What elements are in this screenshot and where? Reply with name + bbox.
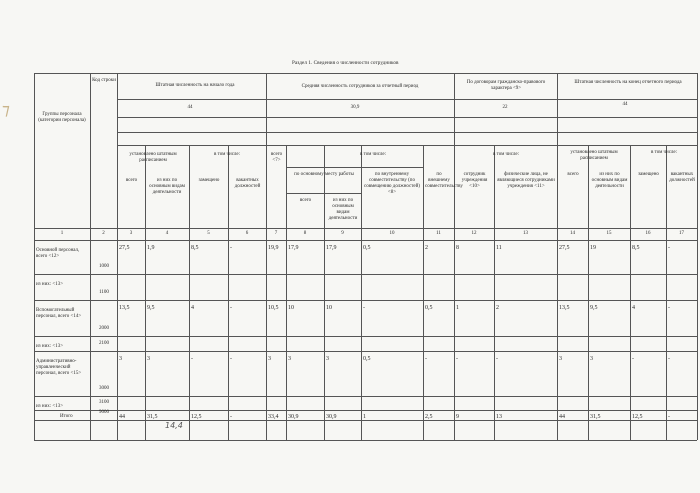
row-value: 4 bbox=[632, 305, 635, 311]
row-value: 2,5 bbox=[425, 414, 433, 420]
header-total-a: всего bbox=[125, 178, 138, 183]
header-established-end: установлено штатным расписанием bbox=[570, 150, 618, 161]
minor-col-border-6 bbox=[423, 145, 424, 440]
header-in-number-3: в том числе: bbox=[492, 152, 520, 157]
row-value: 30,9 bbox=[288, 414, 299, 420]
col-number: 5 bbox=[207, 231, 210, 236]
col-number: 2 bbox=[102, 231, 105, 236]
minor-col-border-4 bbox=[324, 145, 325, 440]
minor-col-border-7 bbox=[494, 145, 495, 440]
col-number-bottom bbox=[34, 240, 697, 241]
row-label: Административно-управленческий персонал, всего <15> bbox=[36, 359, 82, 376]
col-number: 7 bbox=[274, 231, 278, 236]
row-value: 13,5 bbox=[559, 305, 570, 311]
header-total-b: всего bbox=[567, 172, 579, 177]
header-in-number-2: в том числе: bbox=[359, 152, 387, 157]
row-label: из них: <13> bbox=[36, 404, 64, 409]
row-value: 10 bbox=[326, 305, 332, 311]
row-value: - bbox=[230, 414, 232, 420]
row-value: 17,9 bbox=[288, 245, 299, 251]
major-col-border-0 bbox=[117, 73, 118, 440]
minor-col-border-2 bbox=[228, 145, 229, 440]
row-value: 44 bbox=[559, 414, 565, 420]
row-value: - bbox=[230, 305, 232, 311]
row-value: - bbox=[668, 414, 670, 420]
row-value: 1 bbox=[456, 305, 459, 311]
row-value: - bbox=[191, 356, 193, 362]
header-staff-start: Штатная численность на начало года bbox=[155, 83, 235, 88]
row-value: 4 bbox=[191, 305, 194, 311]
col-number: 4 bbox=[165, 231, 169, 236]
row-value: 10 bbox=[288, 305, 294, 311]
col-number: 1 bbox=[60, 231, 64, 236]
table-top-border bbox=[34, 73, 697, 74]
header-physical: физические лица, не являющиеся сотрудниками учреждения <11> bbox=[497, 172, 555, 189]
row-border-1 bbox=[34, 300, 697, 301]
header-divider-3 bbox=[117, 132, 697, 133]
row-value: 31,5 bbox=[147, 414, 158, 420]
header-filled-end: замещено bbox=[638, 172, 659, 177]
header-total-7: всего <7> bbox=[270, 152, 283, 163]
header-external-combo: по внешнему совместительству bbox=[425, 172, 463, 189]
header-staff-start-total: 44 bbox=[187, 105, 193, 110]
row-value: 3 bbox=[590, 356, 593, 362]
row-label: Вспомогательный персонал, всего <14> bbox=[36, 308, 82, 319]
row-value: 0,5 bbox=[363, 356, 371, 362]
row-value: 3 bbox=[559, 356, 562, 362]
minor-col-border-8 bbox=[588, 145, 589, 440]
header-employees: сотрудник учреждения <10> bbox=[461, 172, 488, 189]
row-label: Итого bbox=[60, 414, 73, 419]
row-value: - bbox=[668, 356, 670, 362]
minor-col-border-3 bbox=[286, 145, 287, 440]
row-value: 10,5 bbox=[268, 305, 279, 311]
header-main-activity: из них по основным видам деятельности bbox=[149, 178, 185, 195]
row-value: 3 bbox=[326, 356, 329, 362]
header-avg-total: 30,9 bbox=[350, 105, 360, 110]
major-col-border-4 bbox=[697, 73, 698, 440]
row-code: 1000 bbox=[99, 264, 109, 269]
header-groups: Группы персонала (категории персонала) bbox=[38, 112, 86, 123]
row-value: 8,5 bbox=[191, 245, 199, 251]
row-value: 17,9 bbox=[326, 245, 337, 251]
row-value: 30,9 bbox=[326, 414, 337, 420]
col-number-top bbox=[34, 228, 697, 229]
row-value: 3 bbox=[268, 356, 271, 362]
col-number: 12 bbox=[471, 231, 477, 236]
header-vacant-end: вакантных должностей bbox=[669, 172, 695, 183]
col-number: 16 bbox=[645, 231, 651, 236]
col-number: 17 bbox=[679, 231, 684, 236]
col-number: 15 bbox=[606, 231, 612, 236]
row-code: 1100 bbox=[99, 290, 109, 295]
row-label: Основной персонал, всего <12> bbox=[36, 248, 80, 259]
minor-col-border-5 bbox=[361, 145, 362, 440]
row-value: 8 bbox=[456, 245, 459, 251]
header-in-number-1: в том числе: bbox=[213, 152, 241, 157]
header-divider-4 bbox=[117, 145, 697, 146]
minor-col-border-9 bbox=[630, 145, 631, 440]
row-code: 3100 bbox=[99, 400, 109, 405]
row-code: 2000 bbox=[99, 326, 109, 331]
header-main-activity-avg: из них по основным видам деятельности bbox=[328, 198, 358, 221]
header-filled: замещено bbox=[198, 178, 220, 183]
row-border-7 bbox=[34, 440, 697, 441]
row-value: 12,5 bbox=[191, 414, 202, 420]
row-border-6 bbox=[34, 420, 697, 421]
row-border-3 bbox=[34, 351, 697, 352]
row-value: 33,4 bbox=[268, 414, 279, 420]
row-value: 19 bbox=[590, 245, 596, 251]
row-border-4 bbox=[34, 396, 697, 397]
col-number: 9 bbox=[341, 231, 344, 236]
col-number: 6 bbox=[245, 231, 249, 236]
row-value: 11 bbox=[496, 245, 502, 251]
section-title: Раздел 1. Сведения о численности сотрудников bbox=[292, 60, 399, 66]
header-divider-2 bbox=[117, 117, 697, 118]
minor-col-border-10 bbox=[666, 145, 667, 440]
major-col-border-2 bbox=[454, 73, 455, 440]
row-value: 13,5 bbox=[119, 305, 130, 311]
row-code: 9000 bbox=[99, 410, 109, 415]
header-internal-combo: по внутреннему совместительству (по совмещению должностей) <8> bbox=[364, 172, 420, 195]
header-main-activity-end: из них по основным видам деятельности bbox=[591, 172, 628, 189]
row-value: - bbox=[363, 305, 365, 311]
header-in-number-4: в том числе: bbox=[650, 150, 678, 155]
row-value: 27,5 bbox=[559, 245, 570, 251]
row-value: 44 bbox=[119, 414, 125, 420]
major-col-border-1 bbox=[266, 73, 267, 440]
row-value: - bbox=[425, 356, 427, 362]
handwritten-correction: 14,4 bbox=[165, 421, 183, 430]
col-number: 14 bbox=[570, 231, 575, 236]
row-value: 0,5 bbox=[363, 245, 371, 251]
header-established: установлено штатным расписанием bbox=[129, 152, 177, 163]
row-label: из них: <13> bbox=[36, 282, 64, 287]
col-number: 10 bbox=[389, 231, 395, 236]
row-border-5 bbox=[34, 410, 697, 411]
header-avg-count: Средняя численность сотрудников за отчетный период bbox=[301, 84, 419, 89]
row-value: 0,5 bbox=[425, 305, 433, 311]
row-border-2 bbox=[34, 336, 697, 337]
header-total-c: всего bbox=[299, 198, 312, 203]
row-value: - bbox=[668, 305, 670, 311]
col-number: 11 bbox=[436, 231, 441, 236]
header-staff-end: Штатная численность на конец отчетного периода bbox=[574, 80, 682, 85]
row-value: - bbox=[230, 245, 232, 251]
row-value: 9,5 bbox=[147, 305, 155, 311]
header-staff-end-total: 44 bbox=[622, 102, 628, 107]
row-label: из них: <13> bbox=[36, 344, 64, 349]
row-value: 9,5 bbox=[590, 305, 598, 311]
row-value: 1 bbox=[363, 414, 366, 420]
row-value: 8,5 bbox=[632, 245, 640, 251]
minor-col-border-0 bbox=[145, 145, 146, 440]
row-value: - bbox=[632, 356, 634, 362]
row-border-0 bbox=[34, 274, 697, 275]
row-value: 9 bbox=[456, 414, 459, 420]
header-divider-1 bbox=[117, 99, 697, 100]
header-vacant: вакантных должностей bbox=[234, 178, 261, 189]
row-value: 19,9 bbox=[268, 245, 279, 251]
row-value: - bbox=[230, 356, 232, 362]
row-value: 3 bbox=[119, 356, 122, 362]
header-divider-5 bbox=[286, 167, 423, 168]
row-value: - bbox=[456, 356, 458, 362]
row-value: 3 bbox=[288, 356, 291, 362]
row-value: 31,5 bbox=[590, 414, 601, 420]
row-value: 2 bbox=[425, 245, 428, 251]
col-number: 8 bbox=[303, 231, 307, 236]
header-civil-total: 22 bbox=[502, 105, 508, 110]
row-code: 3000 bbox=[99, 386, 109, 391]
row-value: 13 bbox=[496, 414, 502, 420]
row-value: - bbox=[496, 356, 498, 362]
major-col-border-3 bbox=[557, 73, 558, 440]
row-value: 1,9 bbox=[147, 245, 155, 251]
row-value: 12,5 bbox=[632, 414, 643, 420]
row-value: 3 bbox=[147, 356, 150, 362]
header-code: Код строки bbox=[92, 78, 116, 83]
col-border-code bbox=[90, 73, 91, 440]
header-civil-contracts: По договорам гражданско-правового характера <9> bbox=[466, 80, 546, 91]
col-number: 13 bbox=[523, 231, 528, 236]
table-left-border bbox=[34, 73, 35, 440]
margin-mark: ⁊ bbox=[2, 100, 10, 119]
row-code: 2100 bbox=[99, 341, 109, 346]
header-main-place: по основному месту работы bbox=[294, 172, 354, 177]
col-number: 3 bbox=[129, 231, 133, 236]
row-value: 27,5 bbox=[119, 245, 130, 251]
row-value: - bbox=[668, 245, 670, 251]
minor-col-border-1 bbox=[189, 145, 190, 440]
row-value: 2 bbox=[496, 305, 499, 311]
